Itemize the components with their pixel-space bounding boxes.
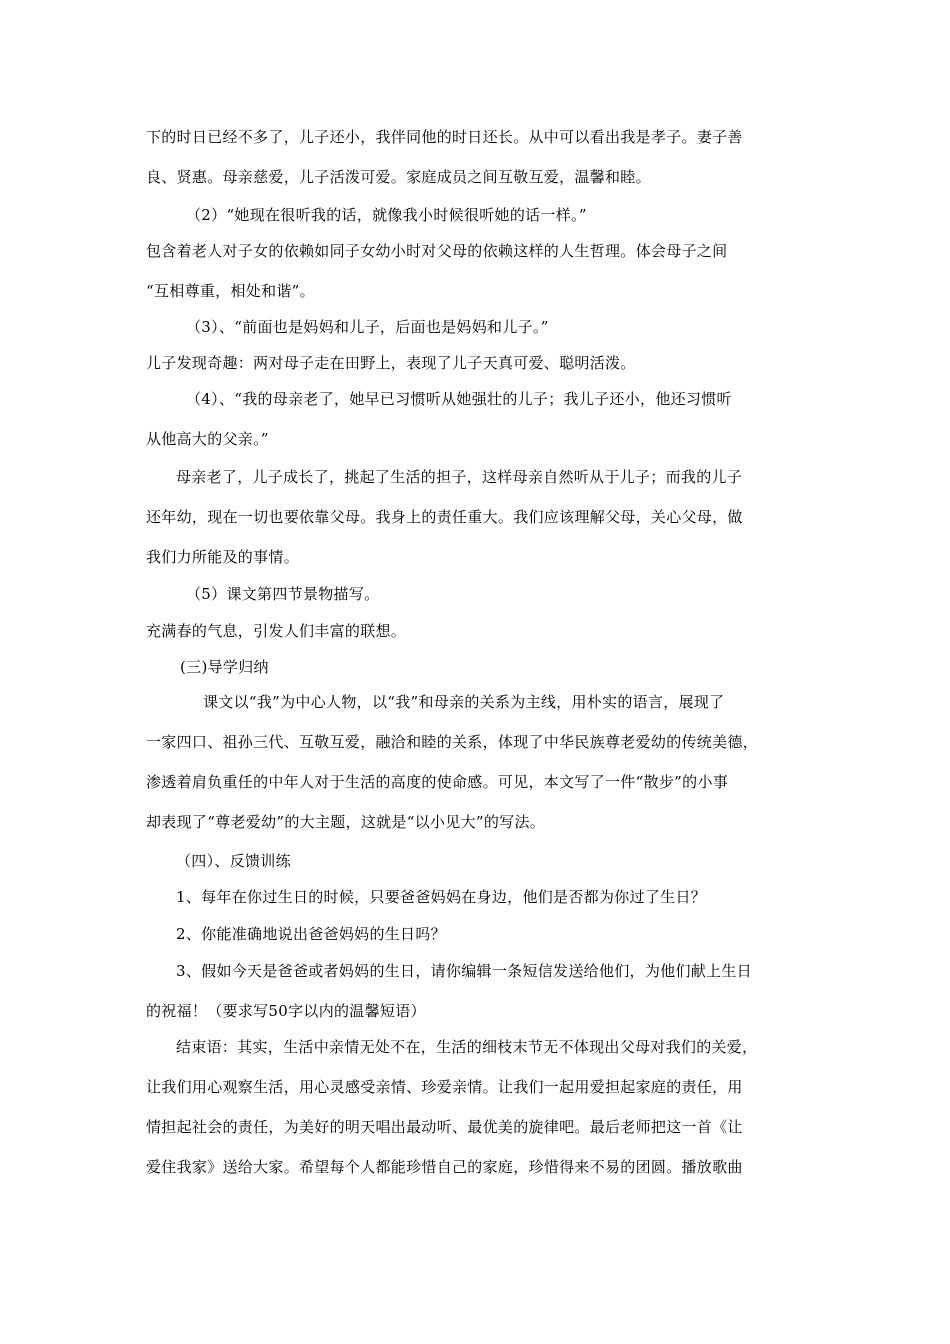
body-line: 却表现了“尊老爱幼”的大主题，这就是“以小见大”的写法。 (146, 813, 546, 831)
body-line: 从他高大的父亲。” (146, 430, 269, 448)
body-line: 爱住我家》送给大家。希望每个人都能珍惜自己的家庭，珍惜得来不易的团圆。播放歌曲 (146, 1158, 743, 1176)
body-line: 母亲老了，儿子成长了，挑起了生活的担子，这样母亲自然听从于儿子；而我的儿子 (176, 468, 743, 486)
body-line: 包含着老人对子女的依赖如同子女幼小时对父母的依赖这样的人生哲理。体会母子之间 (146, 242, 728, 260)
body-line: 的祝福！（要求写50字以内的温馨短语） (146, 1002, 426, 1020)
body-line: 让我们用心观察生活，用心灵感受亲情、珍爱亲情。让我们一起用爱担起家庭的责任，用 (146, 1078, 743, 1096)
body-line: 一家四口、祖孙三代、互敬互爱，融洽和睦的关系，体现了中华民族尊老爱幼的传统美德， (146, 733, 759, 751)
question-3: 3、假如今天是爸爸或者妈妈的生日，请你编辑一条短信发送给他们，为他们献上生日 (176, 962, 752, 980)
section-heading-4: （四）、反馈训练 (176, 852, 291, 870)
item-heading-3: （3）、“前面也是妈妈和儿子，后面也是妈妈和儿子。” (186, 318, 549, 336)
section-heading-3: (三)导学归纳 (180, 658, 269, 676)
body-line: 儿子发现奇趣：两对母子走在田野上，表现了儿子天真可爱、聪明活泼。 (146, 354, 636, 372)
body-line: 还年幼，现在一切也要依靠父母。我身上的责任重大。我们应该理解父母，关心父母，做 (146, 508, 743, 526)
body-line: 我们力所能及的事情。 (146, 548, 300, 566)
closing-paragraph: 结束语：其实，生活中亲情无处不在，生活的细枝末节无不体现出父母对我们的关爱， (176, 1038, 758, 1056)
item-heading-4: （4）、“我的母亲老了，她早已习惯听从她强壮的儿子；我儿子还小，他还习惯听 (186, 390, 732, 408)
body-line: 下的时日已经不多了，儿子还小，我伴同他的时日还长。从中可以看出我是孝子。妻子善 (146, 128, 743, 146)
body-line: 充满春的气息，引发人们丰富的联想。 (146, 622, 407, 640)
body-line: 渗透着肩负重任的中年人对于生活的高度的使命感。可见，本文写了一件“散步”的小事 (146, 773, 729, 791)
question-1: 1、每年在你过生日的时候，只要爸爸妈妈在身边，他们是否都为你过了生日？ (176, 888, 707, 906)
item-heading-2: （2）“她现在很听我的话，就像我小时候很听她的话一样。” (186, 206, 587, 224)
body-line: “互相尊重，相处和谐”。 (146, 282, 315, 300)
question-2: 2、你能准确地说出爸爸妈妈的生日吗？ (176, 925, 446, 943)
body-line: 情担起社会的责任，为美好的明天唱出最动听、最优美的旋律吧。最后老师把这一首《让 (146, 1118, 743, 1136)
body-line: 良、贤惠。母亲慈爱，儿子活泼可爱。家庭成员之间互敬互爱，温馨和睦。 (146, 168, 651, 186)
body-line: 课文以“我”为中心人物，以“我”和母亲的关系为主线，用朴实的语言，展现了 (203, 693, 725, 711)
item-heading-5: （5）课文第四节景物描写。 (186, 585, 380, 603)
